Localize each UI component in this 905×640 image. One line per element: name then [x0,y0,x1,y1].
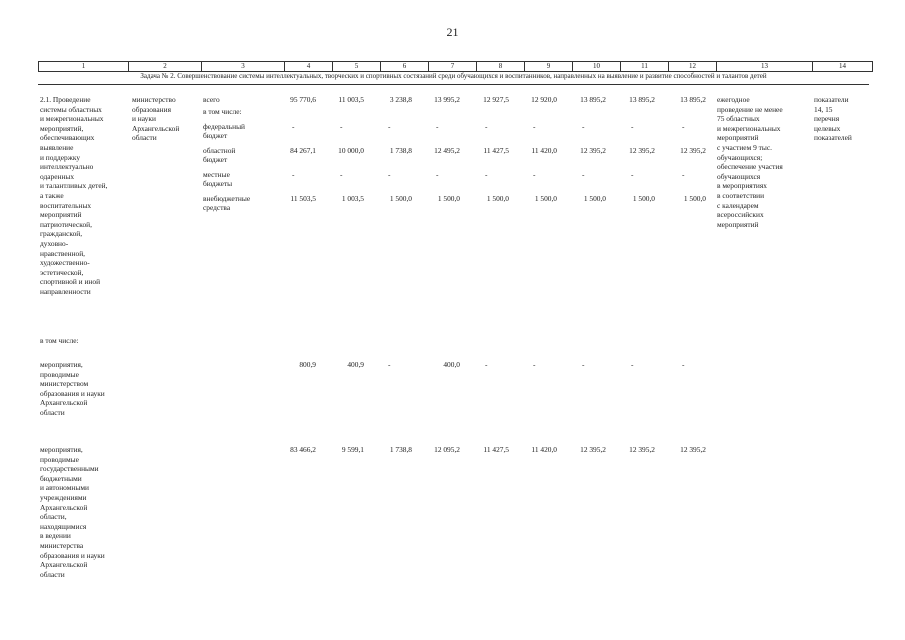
value-cell: - [340,170,343,179]
value-cell: 400,0 [443,360,460,369]
column-number-9: 9 [525,62,573,72]
value-cell: 11 503,5 [290,194,316,203]
value-cell: 84 267,1 [290,146,316,155]
value-cell: 12 395,2 [680,146,706,155]
value-cell: 11 420,0 [531,445,557,454]
executor: министерство образования и науки Архангельской области [132,95,180,143]
value-cell: 11 427,5 [483,445,509,454]
value-cell: 13 895,2 [680,95,706,104]
column-number-14: 14 [813,62,873,72]
value-cell: 1 500,0 [437,194,460,203]
value-cell: 3 238,8 [389,95,412,104]
value-cell: 1 003,5 [341,194,364,203]
value-cell: 1 500,0 [683,194,706,203]
value-cell: - [388,122,391,131]
value-cell: - [533,122,536,131]
value-cell: 12 395,2 [629,146,655,155]
value-cell: 11 420,0 [531,146,557,155]
column-number-11: 11 [621,62,669,72]
value-cell: - [292,170,295,179]
value-cell: 1 738,8 [389,445,412,454]
value-cell: - [682,360,685,369]
source-label-regional: областной бюджет [203,146,236,165]
value-cell: - [485,360,488,369]
activity-name: 2.1. Проведение системы областных и межрегиональных мероприятий, обеспечивающих выявление и поддержку интеллектуально одаренных и талантливых детей, а также воспитательных мероприятий патриотической, гражданской, духовно- нравственной, художественно- эстетической, спортивной и иной направленности [40,95,108,296]
column-number-7: 7 [429,62,477,72]
page-number: 21 [446,25,459,39]
value-cell: - [533,360,536,369]
value-cell: - [533,170,536,179]
column-number-3: 3 [202,62,285,72]
value-cell: - [388,360,391,369]
value-cell: 11 003,5 [338,95,364,104]
value-cell: 13 895,2 [629,95,655,104]
value-cell: 800,9 [299,360,316,369]
value-cell: - [292,122,295,131]
value-cell: 1 500,0 [632,194,655,203]
value-cell: 13 895,2 [580,95,606,104]
value-cell: - [436,122,439,131]
value-cell: 12 395,2 [680,445,706,454]
value-cell: 12 927,5 [483,95,509,104]
column-number-8: 8 [477,62,525,72]
value-cell: 9 599,1 [341,445,364,454]
column-number-1: 1 [39,62,129,72]
value-cell: 95 770,6 [290,95,316,104]
source-label-extrabudget: внебюджетные средства [203,194,251,213]
column-number-13: 13 [717,62,813,72]
value-cell: 12 395,2 [580,146,606,155]
value-cell: 83 466,2 [290,445,316,454]
source-label-local: местные бюджеты [203,170,233,189]
column-number-12: 12 [669,62,717,72]
value-cell: 1 738,8 [389,146,412,155]
value-cell: - [631,122,634,131]
column-number-10: 10 [573,62,621,72]
value-cell: 1 500,0 [486,194,509,203]
expected-result: ежегодное проведение не менее 75 областных и межрегиональных мероприятий с участием 9 тыс. обучающихся; обеспечение участия обучающихся в мероприятиях в соответствии с календарем всероссийских мероприятий [717,95,783,229]
value-cell: - [682,170,685,179]
value-cell: - [631,170,634,179]
source-label-total: всего [203,95,220,104]
value-cell: 12 395,2 [580,445,606,454]
value-cell: 400,9 [347,360,364,369]
column-number-5: 5 [333,62,381,72]
including-label: в том числе: [40,336,79,345]
value-cell: 11 427,5 [483,146,509,155]
sub-activity-name: мероприятия, проводимые государственными бюджетными и автономными учреждениями Архангельской области, находящимися в ведении министерства образования и науки Архангельской области [40,445,105,579]
value-cell: 1 500,0 [583,194,606,203]
value-cell: 12 495,2 [434,146,460,155]
value-cell: 10 000,0 [338,146,364,155]
value-cell: - [582,122,585,131]
value-cell: 13 995,2 [434,95,460,104]
sub-activity-name: мероприятия, проводимые министерством образования и науки Архангельской области [40,360,105,417]
value-cell: - [631,360,634,369]
column-number-2: 2 [129,62,202,72]
value-cell: - [388,170,391,179]
value-cell: - [485,122,488,131]
source-label-federal: федеральный бюджет [203,122,245,141]
indicators: показатели 14, 15 перечня целевых показателей [814,95,852,143]
value-cell: - [485,170,488,179]
value-cell: - [436,170,439,179]
value-cell: - [582,360,585,369]
column-number-4: 4 [285,62,333,72]
value-cell: 12 920,0 [531,95,557,104]
value-cell: - [682,122,685,131]
value-cell: 12 095,2 [434,445,460,454]
value-cell: 12 395,2 [629,445,655,454]
value-cell: - [340,122,343,131]
source-label-including: в том числе: [203,107,242,116]
value-cell: 1 500,0 [389,194,412,203]
column-number-6: 6 [381,62,429,72]
value-cell: 1 500,0 [534,194,557,203]
task-heading: Задача № 2. Совершенствование системы интеллектуальных, творческих и спортивных состязаний среди обучающихся и воспитанников, направленных на выявление и развитие способностей и талантов детей [38,71,869,85]
value-cell: - [582,170,585,179]
